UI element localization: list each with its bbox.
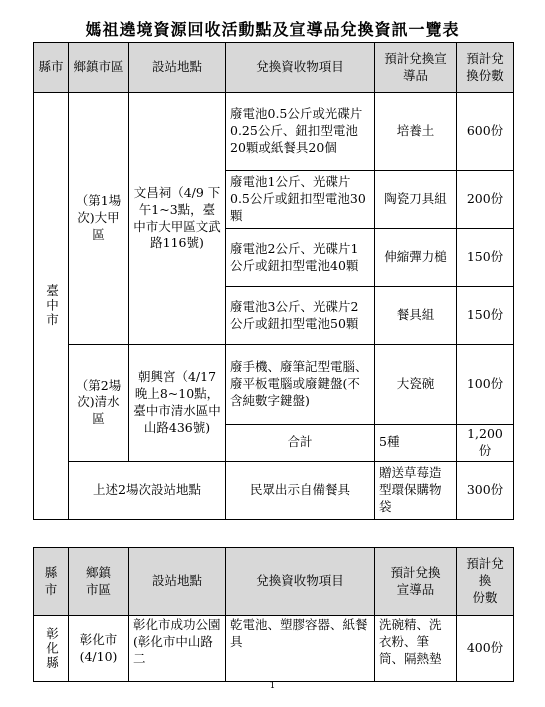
header-item: 兌換資收物項目 (226, 548, 375, 616)
header-site: 設站地點 (129, 43, 226, 93)
footer-qty: 300份 (457, 461, 514, 519)
gift-cell: 大瓷碗 (375, 345, 457, 425)
footer-row (34, 461, 514, 519)
table-row (34, 93, 514, 171)
header-county: 縣市 (34, 43, 69, 93)
qty-cell: 150份 (457, 287, 514, 345)
qty-cell: 200份 (457, 171, 514, 229)
page-title: 媽祖遶境資源回收活動點及宣導品兌換資訊一覽表 (85, 20, 460, 39)
table-row (34, 616, 514, 682)
item-cell: 廢電池1公斤、光碟片0.5公斤或鈕扣型電池30顆 (226, 171, 375, 229)
gift-cell: 伸縮彈力槌 (375, 229, 457, 287)
footer-item: 民眾出示自備餐具 (226, 461, 375, 519)
total-qty: 1,200份 (457, 425, 514, 462)
header-district: 鄉鎮市區 (69, 43, 129, 93)
item-cell: 廢電池2公斤、光碟片1公斤或鈕扣型電池40顆 (226, 229, 375, 287)
total-gift: 5種 (375, 425, 457, 462)
item-cell: 廢電池3公斤、光碟片2公斤或鈕扣型電池50顆 (226, 287, 375, 345)
table-row (34, 345, 514, 425)
county-cell: 彰化縣 (34, 616, 69, 682)
qty-cell: 100份 (457, 345, 514, 425)
header-district: 鄉鎮 市區 (69, 548, 129, 616)
gift-cell: 餐具組 (375, 287, 457, 345)
gift-cell: 培養土 (375, 93, 457, 171)
header-qty: 預計兌換份數 (457, 43, 514, 93)
header-gift: 預計兌換 宣導品 (375, 548, 457, 616)
header-site: 設站地點 (129, 548, 226, 616)
qty-cell: 600份 (457, 93, 514, 171)
site-cell: 文昌祠（4/9 下午1~3點，臺中市大甲區文武路116號) (129, 93, 226, 345)
exchange-table-taichung (33, 42, 514, 520)
item-cell: 廢電池0.5公斤或光碟片0.25公斤、鈕扣型電池20顆或紙餐具20個 (226, 93, 375, 171)
district-cell: （第2場次)清水區 (69, 345, 129, 462)
site-cell: 彰化市成功公園(彰化市中山路二 (129, 616, 226, 682)
header-item: 兌換資收物項目 (226, 43, 375, 93)
county-cell: 臺中市 (34, 93, 69, 520)
district-cell: （第1場次)大甲區 (69, 93, 129, 345)
item-cell: 廢手機、廢筆記型電腦、廢平板電腦或廢鍵盤(不含純數字鍵盤) (226, 345, 375, 425)
site-cell: 朝興宮（4/17 晚上8~10點，臺中市清水區中山路436號) (129, 345, 226, 462)
qty-cell: 400份 (457, 616, 514, 682)
header-qty: 預計兌換 份數 (457, 548, 514, 616)
district-cell: 彰化市(4/10) (69, 616, 129, 682)
gift-cell: 洗碗精、洗衣粉、筆筒、隔熱墊 (375, 616, 457, 682)
footer-gift: 贈送草莓造型環保購物袋 (375, 461, 457, 519)
header-gift: 預計兌換宣導品 (375, 43, 457, 93)
footer-label: 上述2場次設站地點 (69, 461, 226, 519)
header-county: 縣 市 (34, 548, 69, 616)
exchange-table-changhua (33, 547, 514, 682)
total-label: 合計 (226, 425, 375, 462)
gift-cell: 陶瓷刀具組 (375, 171, 457, 229)
qty-cell: 150份 (457, 229, 514, 287)
page-number: 1 (269, 681, 276, 691)
item-cell: 乾電池、塑膠容器、紙餐具 (226, 616, 375, 682)
